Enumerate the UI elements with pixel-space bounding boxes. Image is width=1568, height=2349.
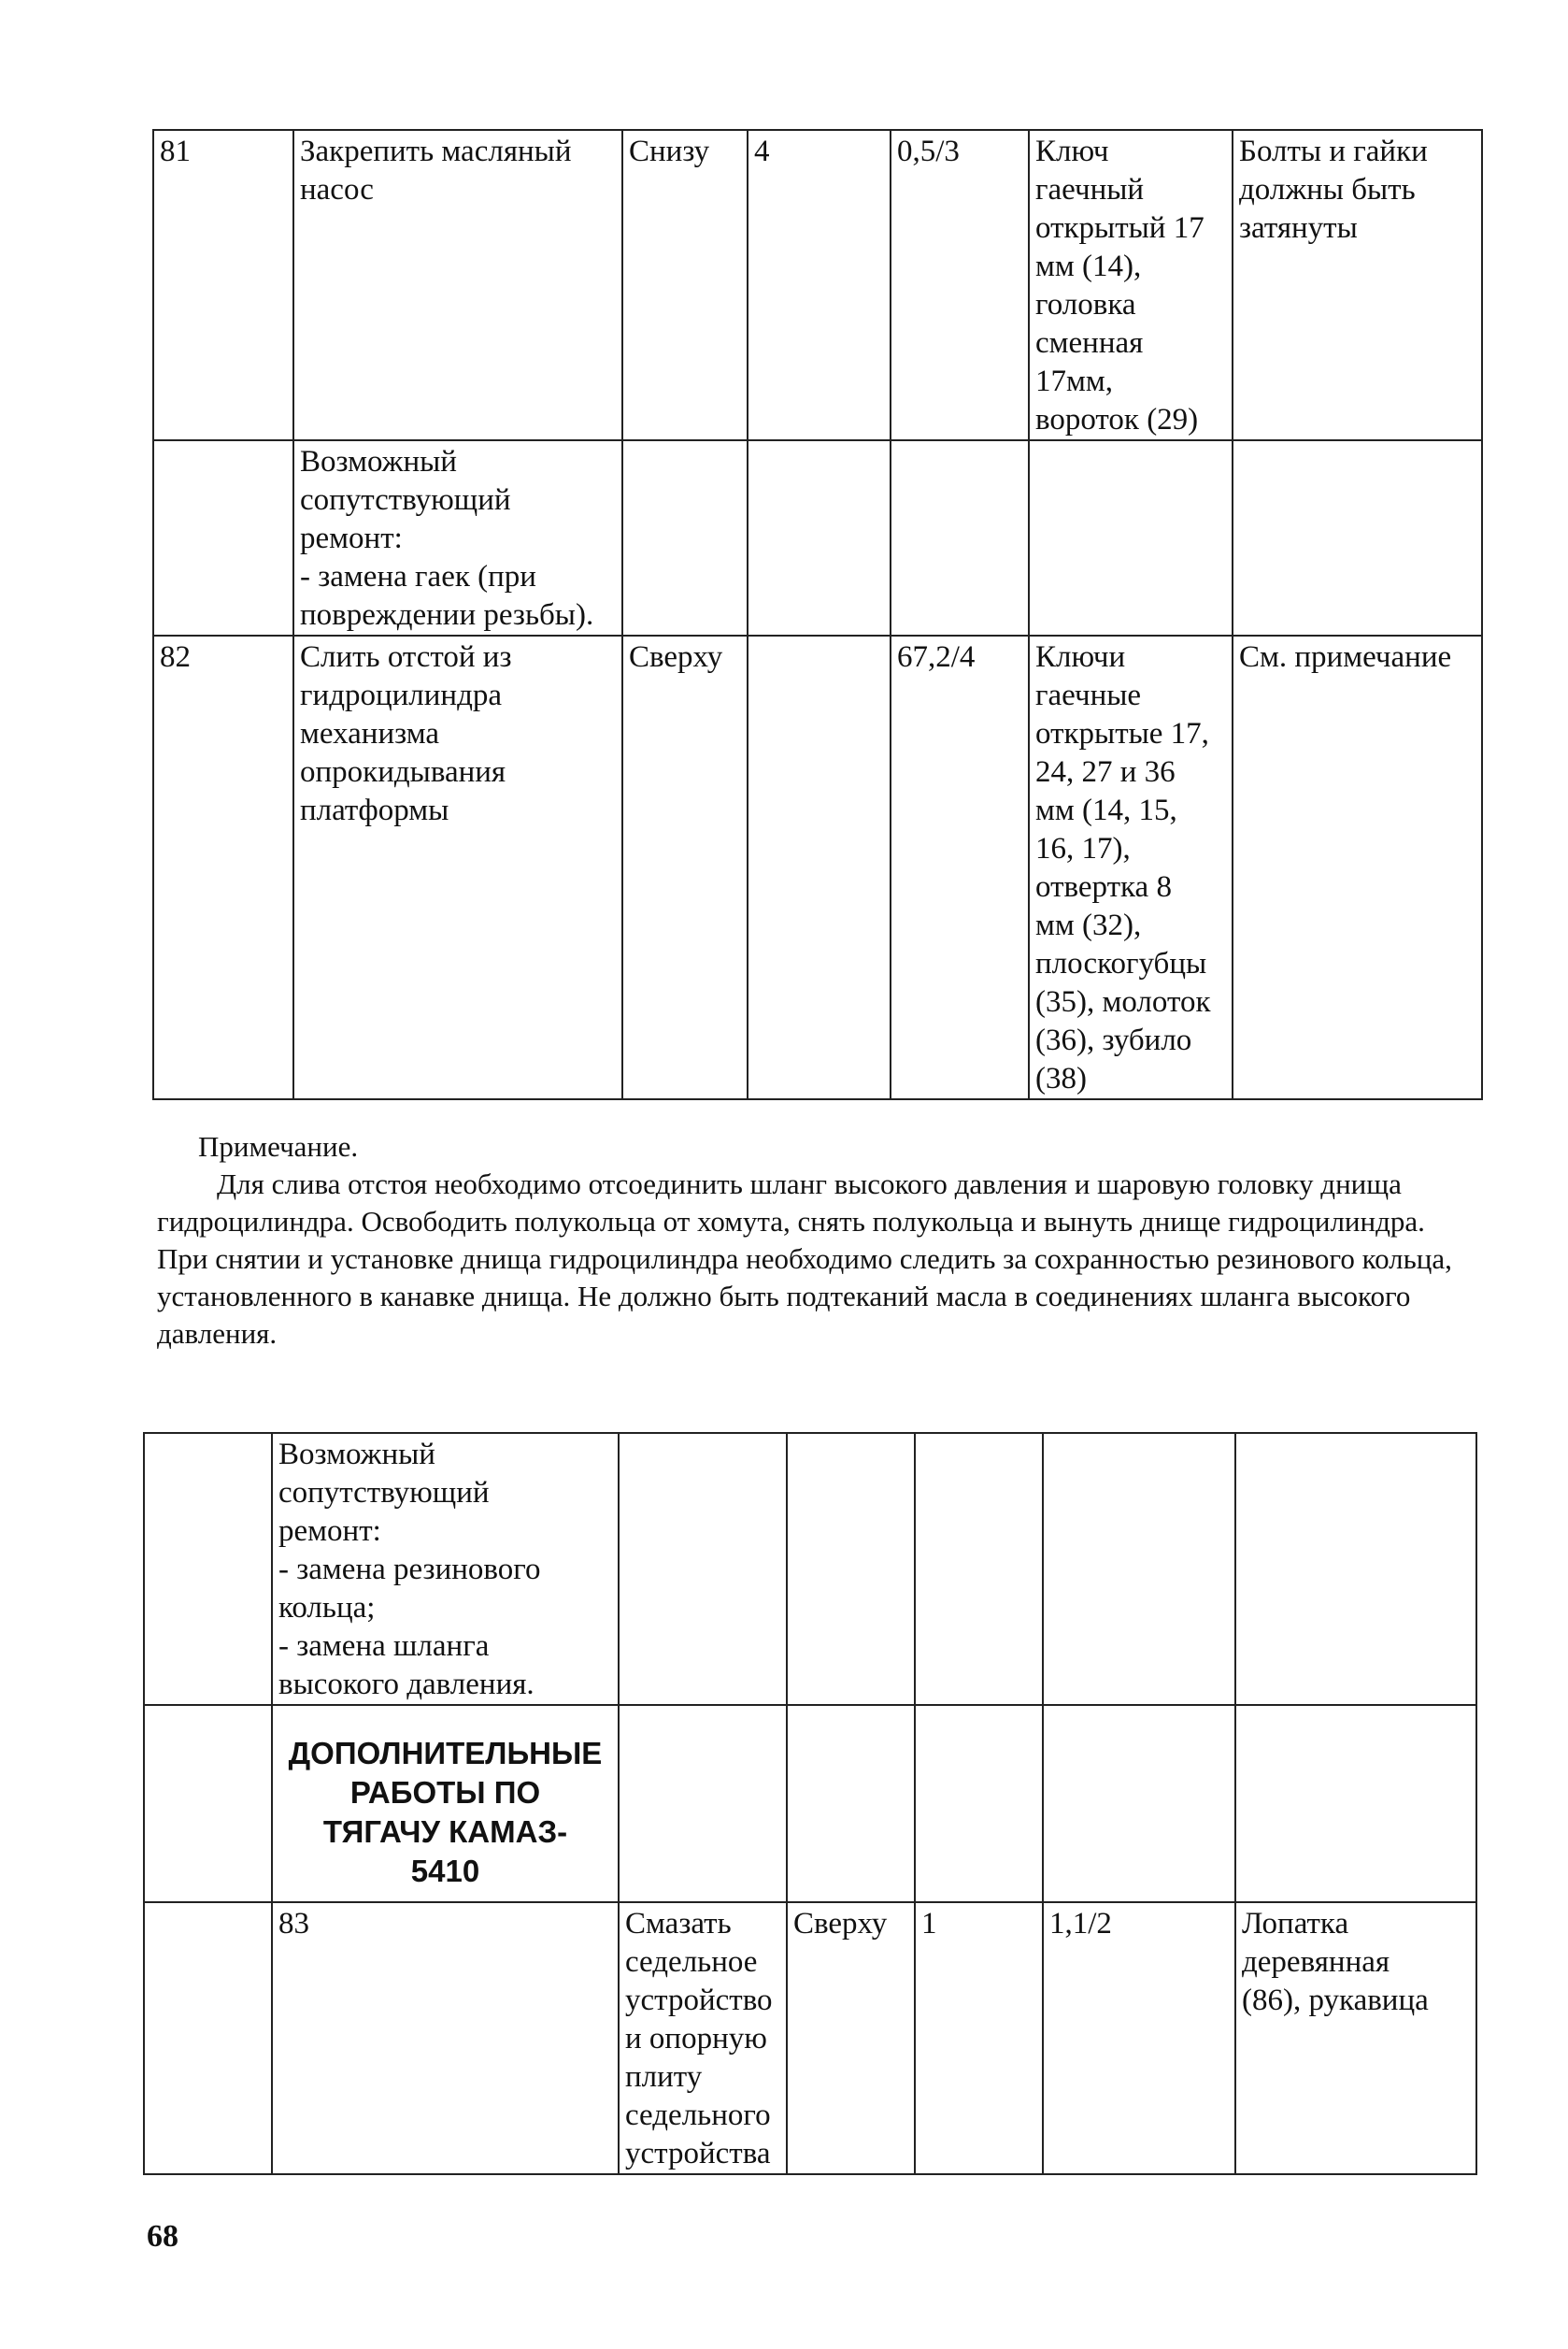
cell-requirements: См. примечание [1233, 636, 1482, 1099]
cell-number: 82 [153, 636, 293, 1099]
cell-empty [1043, 1705, 1235, 1902]
cell-place: Снизу [622, 130, 748, 440]
work-table-bottom [143, 1432, 1477, 2175]
table-row-82 [153, 636, 1482, 1099]
cell-operation: Слить отстой из гидроцилиндра механизма опрокидывания платформы [293, 636, 622, 1099]
cell-number [144, 1433, 272, 1705]
cell-empty [1043, 1433, 1235, 1705]
cell-number: 81 [153, 130, 293, 440]
cell-count: 1 [915, 1902, 1043, 2174]
page-number: 68 [147, 2219, 178, 2254]
table-row-section-heading [144, 1705, 1476, 1902]
cell-labor: 1,1/2 [1043, 1902, 1235, 2174]
section-heading: ДОПОЛНИТЕЛЬНЫЕ РАБОТЫ ПО ТЯГАЧУ КАМАЗ- 5410 [272, 1705, 619, 1902]
work-table-top [152, 129, 1483, 1100]
note-paragraph-2: При снятии и установке днища гидроцилиндра необходимо следить за сохранностью резинового кольца, установленного в канавке днища. Не должно быть подтеканий масла в соединениях шланга высокого давления. [157, 1242, 1452, 1350]
cell-number [153, 440, 293, 636]
note-title: Примечание. [198, 1130, 359, 1163]
note-block [157, 1128, 1484, 1353]
cell-empty [144, 1902, 272, 2174]
cell-tools [1029, 440, 1233, 636]
cell-empty [619, 1705, 787, 1902]
cell-empty [1235, 1433, 1476, 1705]
cell-place: Сверху [622, 636, 748, 1099]
cell-requirements: Болты и гайки должны быть затянуты [1233, 130, 1482, 440]
cell-labor: 67,2/4 [891, 636, 1029, 1099]
cell-empty [1235, 1705, 1476, 1902]
table-row-81 [153, 130, 1482, 440]
table-row-83 [144, 1902, 1476, 2174]
cell-empty [787, 1705, 915, 1902]
cell-operation: Смазать седельное устройство и опорную плиту седельного устройства [619, 1902, 787, 2174]
cell-tools: Ключ гаечный открытый 17 мм (14), головка сменная 17мм, вороток (29) [1029, 130, 1233, 440]
note-paragraph-1: Для слива отстоя необходимо отсоединить шланг высокого давления и шаровую головку днища гидроцилиндра. Освободить полукольца от хомута, снять полукольца и вынуть днище гидроцилиндра. [157, 1167, 1425, 1238]
cell-tools: Лопатка деревянная (86), рукавица [1235, 1902, 1476, 2174]
cell-requirements [1233, 440, 1482, 636]
table-row-repair [153, 440, 1482, 636]
cell-empty [915, 1705, 1043, 1902]
cell-number [144, 1705, 272, 1902]
cell-empty [619, 1433, 787, 1705]
cell-number: 83 [272, 1902, 619, 2174]
cell-count [748, 440, 891, 636]
cell-tools: Ключи гаечные открытые 17, 24, 27 и 36 мм (14, 15, 16, 17), отвертка 8 мм (32), плоскогубцы (35), молоток (36), зубило (38) [1029, 636, 1233, 1099]
cell-operation: Возможный сопутствующий ремонт: - замена резинового кольца; - замена шланга высокого давления. [272, 1433, 619, 1705]
cell-place: Сверху [787, 1902, 915, 2174]
cell-empty [915, 1433, 1043, 1705]
cell-operation: Возможный сопутствующий ремонт: - замена гаек (при повреждении резьбы). [293, 440, 622, 636]
cell-labor: 0,5/3 [891, 130, 1029, 440]
cell-count [748, 636, 891, 1099]
cell-count: 4 [748, 130, 891, 440]
cell-operation: Закрепить масляный насос [293, 130, 622, 440]
cell-place [622, 440, 748, 636]
table-row-repair [144, 1433, 1476, 1705]
cell-labor [891, 440, 1029, 636]
cell-empty [787, 1433, 915, 1705]
